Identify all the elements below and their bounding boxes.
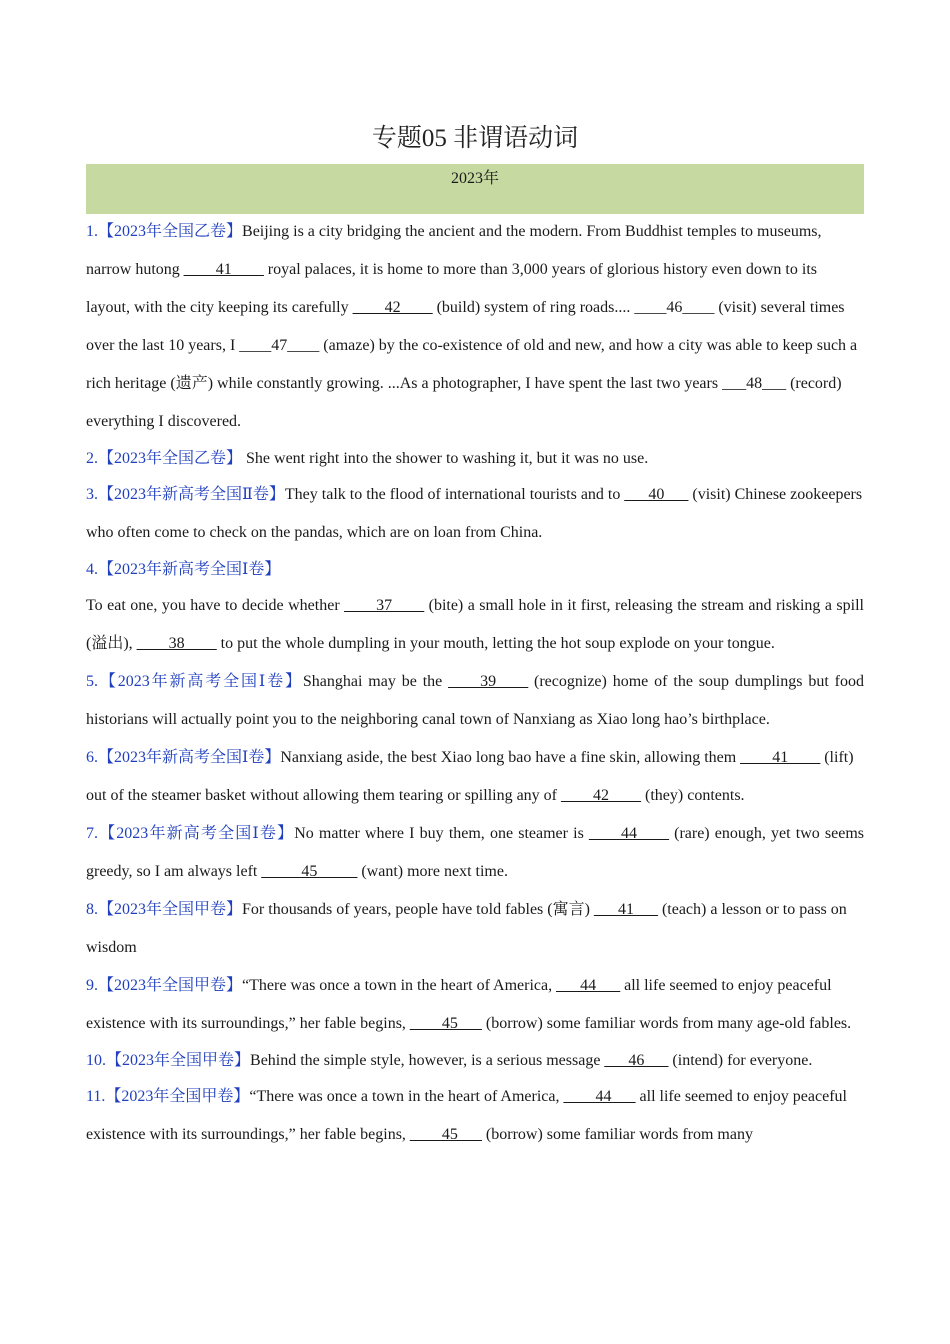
question-8	[86, 891, 864, 967]
question-source-tag: 9.【2023年全国甲卷】	[86, 977, 243, 994]
answer-blank: ____44___	[563, 1088, 636, 1105]
question-9	[86, 967, 864, 1043]
question-text: Behind the simple style, however, is a serious message	[250, 1052, 605, 1069]
question-11	[86, 1078, 864, 1154]
question-text: to put the whole dumpling in your mouth, letting the hot soup explode on your tongue.	[216, 635, 775, 652]
year-heading-bar	[86, 164, 864, 214]
answer-blank: ____39____	[448, 673, 529, 690]
question-text: “There was once a town in the heart of America,	[249, 1088, 564, 1105]
question-text: all life seemed to enjoy peaceful existence with its surroundings,” her fable begins,	[86, 977, 832, 1032]
answer-blank: ___40___	[624, 486, 689, 503]
answer-blank: _____45_____	[261, 863, 358, 880]
answer-blank: ____38____	[136, 635, 217, 652]
question-source-tag: 7.【2023年新高考全国Ⅰ卷】	[86, 825, 295, 842]
question-text: all life seemed to enjoy peaceful existence with its surroundings,” her fable begins,	[86, 1088, 847, 1143]
answer-blank: ____44____	[588, 825, 669, 842]
question-text: (bite) a small hole in it first, releasing the stream and risking a spill (溢出),	[86, 597, 864, 652]
question-source-tag: 11.【2023年全国甲卷】	[86, 1088, 250, 1105]
answer-blank: ____42____	[352, 299, 433, 316]
answer-blank: ____41____	[740, 749, 821, 766]
answer-blank: ____41____	[183, 261, 264, 278]
question-text: (visit) Chinese zookeepers who often come to check on the pandas, which are on loan from China.	[86, 486, 863, 541]
question-text: To eat one, you have to decide whether	[86, 597, 345, 614]
question-source-tag: 6.【2023年新高考全国Ⅰ卷】	[86, 749, 281, 766]
question-source-tag: 8.【2023年全国甲卷】	[86, 901, 243, 918]
question-text: (build) system of ring roads.... ____46____ (visit) several times over the last 10 years, I ____47____ (amaze) by the co-existence of old and new, and how a city was able to keep such a rich heritage (遗产) while constantly growing. ...As a photographer, I have spent the last two years ___48___ (record) everything I discovered.	[86, 299, 858, 430]
question-10	[86, 1043, 864, 1078]
question-text: (teach) a lesson or to pass on wisdom	[86, 901, 847, 956]
question-text: (borrow) some familiar words from many age-old fables.	[481, 1015, 852, 1032]
question-text: Beijing is a city bridging the ancient and the modern. From Buddhist temples to museums, narrow hutong	[86, 223, 822, 278]
question-text: (lift) out of the steamer basket without allowing them tearing or spilling any of	[86, 749, 854, 804]
question-source-tag: 10.【2023年全国甲卷】	[86, 1052, 251, 1069]
answer-blank: ____37____	[344, 597, 425, 614]
question-text: (want) more next time.	[357, 863, 508, 880]
question-4-text	[86, 587, 864, 663]
question-text: They talk to the flood of international tourists and to	[284, 486, 625, 503]
question-1	[86, 213, 864, 441]
question-text: (recognize) home of the soup dumplings but food historians will actually point you to the neighboring canal town of Nanxiang as Xiao long hao’s birthplace.	[86, 673, 864, 728]
answer-blank: ___44___	[556, 977, 621, 994]
question-text: royal palaces, it is home to more than 3,000 years of glorious history even down to its layout, with the city keeping its carefully	[86, 261, 817, 316]
question-text: Nanxiang aside, the best Xiao long bao have a fine skin, allowing them	[280, 749, 741, 766]
question-text: (rare) enough, yet two seems greedy, so I am always left	[86, 825, 865, 880]
question-list	[86, 213, 864, 1154]
year-heading: 2023年	[450, 170, 499, 187]
question-5	[86, 663, 864, 739]
question-text: For thousands of years, people have told fables (寓言)	[242, 901, 594, 918]
answer-blank: ___41___	[593, 901, 658, 918]
answer-blank: ____45___	[409, 1126, 482, 1143]
answer-blank: ____45___	[409, 1015, 482, 1032]
page-title: 专题05 非谓语动词	[371, 125, 579, 152]
question-4	[86, 552, 864, 587]
question-source-tag: 3.【2023年新高考全国Ⅱ卷】	[86, 486, 285, 503]
question-source-tag: 4.【2023年新高考全国Ⅰ卷】	[86, 561, 281, 578]
question-source-tag: 1.【2023年全国乙卷】	[86, 223, 243, 240]
answer-blank: ___46___	[604, 1052, 669, 1069]
question-text: No matter where I buy them, one steamer is	[294, 825, 589, 842]
question-3	[86, 476, 864, 552]
question-text: “There was once a town in the heart of America,	[242, 977, 557, 994]
question-text: She went right into the shower to washing it, but it was no use.	[242, 450, 649, 467]
question-text: (they) contents.	[641, 787, 745, 804]
question-source-tag: 5.【2023年新高考全国Ⅰ卷】	[86, 673, 303, 690]
question-text: (intend) for everyone.	[668, 1052, 813, 1069]
question-7	[86, 815, 864, 891]
question-text: (borrow) some familiar words from many	[481, 1126, 753, 1143]
question-6	[86, 739, 864, 815]
answer-blank: ____42____	[561, 787, 642, 804]
question-text: Shanghai may be the	[302, 673, 449, 690]
question-source-tag: 2.【2023年全国乙卷】	[86, 450, 243, 467]
question-2	[86, 441, 864, 476]
